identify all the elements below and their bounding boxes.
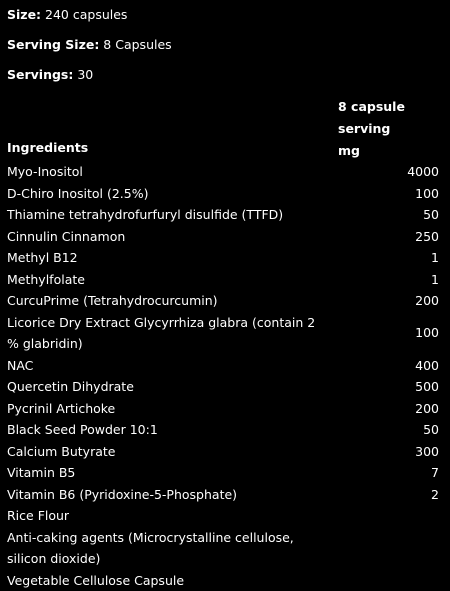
ingredient-name: Licorice Dry Extract Glycyrrhiza glabra (contain 2 % glabridin) xyxy=(7,312,317,355)
amount-column-header xyxy=(338,96,428,162)
table-row xyxy=(7,462,439,484)
ingredient-name: NAC xyxy=(7,355,317,377)
servings-line xyxy=(7,67,93,83)
amount-header-line: mg xyxy=(338,140,428,162)
ingredient-amount: 200 xyxy=(389,290,439,312)
ingredient-amount: 1 xyxy=(389,247,439,269)
ingredient-name: Vegetable Cellulose Capsule xyxy=(7,570,317,591)
table-row xyxy=(7,226,439,248)
ingredient-amount: 50 xyxy=(389,204,439,226)
table-row xyxy=(7,183,439,205)
ingredients-header: Ingredients xyxy=(7,139,88,157)
ingredient-amount: 200 xyxy=(389,398,439,420)
ingredients-table xyxy=(7,161,439,591)
ingredient-name: Vitamin B6 (Pyridoxine-5-Phosphate) xyxy=(7,484,317,506)
ingredient-name: D-Chiro Inositol (2.5%) xyxy=(7,183,317,205)
ingredient-name: Methyl B12 xyxy=(7,247,317,269)
table-row xyxy=(7,376,439,398)
ingredient-name: Cinnulin Cinnamon xyxy=(7,226,317,248)
table-row xyxy=(7,419,439,441)
table-row xyxy=(7,290,439,312)
servings-label: Servings: xyxy=(7,67,73,82)
ingredient-name: Calcium Butyrate xyxy=(7,441,317,463)
size-label: Size: xyxy=(7,7,41,22)
ingredient-name: Quercetin Dihydrate xyxy=(7,376,317,398)
amount-header-line: serving xyxy=(338,118,428,140)
ingredient-name: Methylfolate xyxy=(7,269,317,291)
amount-header-line: 8 capsule xyxy=(338,96,428,118)
ingredient-amount: 7 xyxy=(389,462,439,484)
ingredient-amount: 250 xyxy=(389,226,439,248)
ingredient-name: Pycrinil Artichoke xyxy=(7,398,317,420)
size-value: 240 capsules xyxy=(41,7,127,22)
table-row xyxy=(7,204,439,226)
ingredient-amount: 400 xyxy=(389,355,439,377)
ingredient-name: Anti-caking agents (Microcrystalline cellulose, silicon dioxide) xyxy=(7,527,317,570)
size-line xyxy=(7,7,127,23)
table-row xyxy=(7,269,439,291)
table-row xyxy=(7,161,439,183)
table-row xyxy=(7,505,439,527)
ingredient-amount: 4000 xyxy=(389,161,439,183)
table-row xyxy=(7,441,439,463)
ingredient-name: Rice Flour xyxy=(7,505,317,527)
ingredient-name: Vitamin B5 xyxy=(7,462,317,484)
table-row xyxy=(7,355,439,377)
ingredient-name: Myo-Inositol xyxy=(7,161,317,183)
table-row xyxy=(7,312,439,355)
table-row xyxy=(7,527,439,570)
ingredient-amount: 500 xyxy=(389,376,439,398)
ingredient-amount: 300 xyxy=(389,441,439,463)
serving-size-line xyxy=(7,37,172,53)
ingredient-amount: 100 xyxy=(389,183,439,205)
table-row xyxy=(7,570,439,591)
servings-value: 30 xyxy=(73,67,93,82)
serving-size-label: Serving Size: xyxy=(7,37,99,52)
serving-size-value: 8 Capsules xyxy=(99,37,171,52)
table-row xyxy=(7,247,439,269)
ingredient-name: Thiamine tetrahydrofurfuryl disulfide (TTFD) xyxy=(7,204,317,226)
ingredient-name: CurcuPrime (Tetrahydrocurcumin) xyxy=(7,290,317,312)
ingredient-amount: 1 xyxy=(389,269,439,291)
ingredient-amount: 100 xyxy=(389,322,439,344)
table-row xyxy=(7,398,439,420)
ingredient-amount: 50 xyxy=(389,419,439,441)
table-row xyxy=(7,484,439,506)
ingredient-name: Black Seed Powder 10:1 xyxy=(7,419,317,441)
ingredient-amount: 2 xyxy=(389,484,439,506)
